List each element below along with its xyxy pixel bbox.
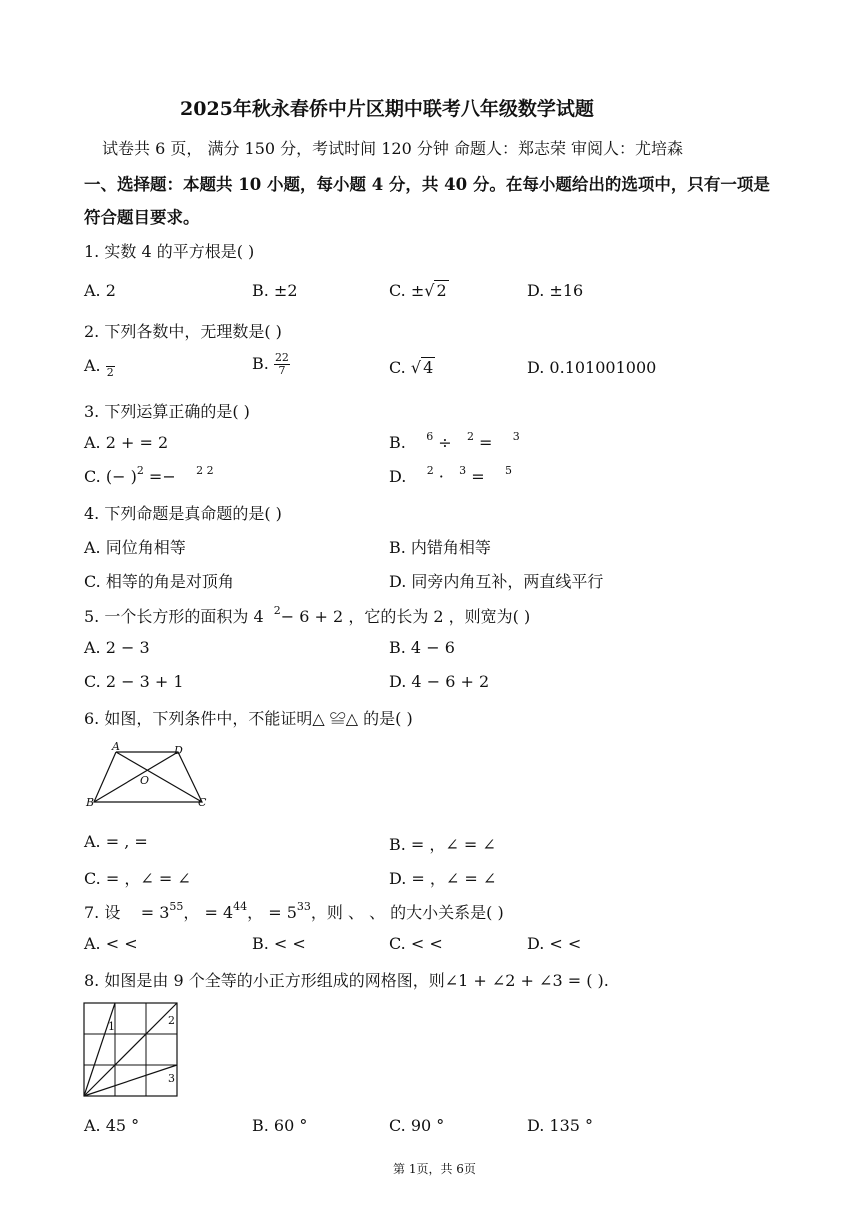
q2-option-b-den: 7: [278, 364, 286, 377]
q6-stem: 6. 如图，下列条件中，不能证明△ ≌△ 的是( ): [84, 709, 413, 728]
q3-option-b-eq: =: [479, 433, 493, 452]
q2-option-c-prefix: C.: [389, 358, 406, 377]
q2-option-a-prefix: A.: [84, 356, 101, 375]
q3-option-b-exp2: 2: [466, 430, 474, 443]
q7-option-b: B. < <: [252, 934, 306, 953]
q2-option-a-fraction: [106, 354, 115, 379]
q3-option-b-exp3: 3: [512, 430, 520, 443]
q3-option-b: [389, 430, 520, 452]
q8-option-b: B. 60 °: [252, 1116, 308, 1135]
q3-option-c-exp2: 2 2: [196, 464, 214, 477]
q2-option-b-fraction: [274, 352, 290, 377]
q1-stem: 1. 实数 4 的平方根是( ): [84, 242, 255, 261]
q2-option-c: [389, 358, 435, 377]
ray-1: [84, 1003, 115, 1096]
q8-figure-grid: [82, 1000, 182, 1098]
q7-a-def: = 3: [140, 903, 170, 922]
q1-option-c-radicand: 2: [436, 281, 447, 300]
q6-figure-trapezoid: [82, 740, 212, 812]
q2-stem: 2. 下列各数中，无理数是( ): [84, 322, 282, 341]
q5-option-b: B. 4 − 6: [389, 638, 455, 657]
sqrt-symbol: √ 4: [410, 358, 434, 377]
q4-option-a: A. 同位角相等: [84, 538, 186, 557]
q8-option-c: C. 90 °: [389, 1116, 445, 1135]
q1-option-c-prefix: C. ±: [389, 281, 425, 300]
q7-c-def: ， = 5: [247, 903, 297, 922]
q3-option-b-op: ÷: [438, 433, 452, 452]
q2-option-b-prefix: B.: [252, 354, 269, 373]
q6-option-b: B. = ，∠ = ∠: [389, 835, 496, 854]
q2-option-c-radicand: 4: [423, 358, 434, 377]
q2-option-a-den: 2: [106, 366, 114, 379]
q5-option-a: A. 2 − 3: [84, 638, 150, 657]
ray-2: [84, 1003, 177, 1096]
q1-option-c: [389, 281, 449, 300]
q2-option-d: D. 0.101001000: [527, 358, 657, 377]
q3-option-c-prefix: C. (− ): [84, 467, 137, 486]
q7-b-exp: 44: [233, 900, 248, 913]
angle-label-2: 2: [168, 1014, 175, 1027]
q4-option-b: B. 内错角相等: [389, 538, 491, 557]
q3-option-b-prefix: B.: [389, 433, 406, 452]
q3-option-c-exp: 2: [136, 464, 144, 477]
exam-info: 试卷共 6 页， 满分 150 分，考试时间 120 分钟 命题人：郑志荣 审阅人：尤培森: [102, 139, 684, 158]
q4-option-d: D. 同旁内角互补，两直线平行: [389, 572, 604, 591]
label-d: D: [174, 744, 183, 757]
q7-option-a: A. < <: [84, 934, 138, 953]
q3-option-d-op: ·: [438, 467, 444, 486]
q5-stem-suffix: − 6 + 2 ，它的长为 2 ，则宽为( ): [280, 607, 531, 626]
q1-option-d: D. ±16: [527, 281, 584, 300]
q2-option-b-num: 22: [274, 351, 289, 364]
q3-option-d-eq: =: [471, 467, 485, 486]
page-title: 2025年秋永春侨中片区期中联考八年级数学试题: [180, 98, 594, 120]
q2-option-a: [84, 354, 115, 379]
angle-label-1: 1: [108, 1020, 115, 1033]
q8-stem: 8. 如图是由 9 个全等的小正方形组成的网格图，则∠1 + ∠2 + ∠3 = ( ).: [84, 971, 609, 990]
q7-stem: [84, 900, 504, 923]
q5-stem-prefix: 5. 一个长方形的面积为 4: [84, 607, 264, 626]
q7-a-exp: 55: [169, 900, 184, 913]
q5-stem-exp: 2: [273, 604, 281, 617]
label-a: A: [112, 740, 120, 753]
q8-option-a: A. 45 °: [84, 1116, 140, 1135]
q7-option-c: C. < <: [389, 934, 443, 953]
q8-option-d: D. 135 °: [527, 1116, 594, 1135]
q5-option-c: C. 2 − 3 + 1: [84, 672, 184, 691]
q6-option-d: D. = ，∠ = ∠: [389, 869, 497, 888]
q4-stem: 4. 下列命题是真命题的是( ): [84, 504, 282, 523]
diagonal-bd: [94, 752, 178, 802]
label-o: O: [140, 774, 150, 787]
page-footer: 第 1页，共 6页: [393, 1162, 476, 1176]
q3-option-c: [84, 464, 214, 486]
q7-stem-prefix: 7. 设: [84, 903, 121, 922]
q3-stem: 3. 下列运算正确的是( ): [84, 402, 250, 421]
q5-stem: [84, 604, 530, 627]
q4-option-c: C. 相等的角是对顶角: [84, 572, 234, 591]
q1-option-a: A. 2: [84, 281, 116, 300]
q7-option-d: D. < <: [527, 934, 582, 953]
angle-label-3: 3: [168, 1072, 175, 1085]
section-heading-line2: 符合题目要求。: [84, 208, 200, 227]
q7-b-def: ， = 4: [183, 903, 234, 922]
q3-option-a: A. 2 + = 2: [84, 433, 169, 452]
section-heading-line1: 一、选择题：本题共 10 小题，每小题 4 分，共 40 分。在每小题给出的选项中，只有一项是: [84, 175, 770, 194]
q6-option-a: A. = , =: [84, 832, 148, 851]
q3-option-b-exp1: 6: [426, 430, 434, 443]
q3-option-d-exp1: 2: [426, 464, 434, 477]
label-c: C: [198, 796, 207, 809]
label-b: B: [86, 796, 95, 809]
q7-c-exp: 33: [296, 900, 311, 913]
q3-option-d: [389, 464, 512, 486]
q1-option-b: B. ±2: [252, 281, 298, 300]
q2-option-b: [252, 352, 290, 377]
sqrt-symbol: √ 2: [424, 281, 447, 300]
q7-stem-suffix: ，则 、 、 的大小关系是( ): [310, 903, 504, 922]
q6-option-c: C. = ，∠ = ∠: [84, 869, 191, 888]
q3-option-d-exp2: 3: [459, 464, 467, 477]
diagonal-ac: [116, 752, 202, 802]
ray-3: [84, 1065, 177, 1096]
q5-option-d: D. 4 − 6 + 2: [389, 672, 490, 691]
q3-option-d-exp3: 5: [504, 464, 512, 477]
q3-option-c-op: =−: [148, 467, 176, 486]
q3-option-d-prefix: D.: [389, 467, 407, 486]
